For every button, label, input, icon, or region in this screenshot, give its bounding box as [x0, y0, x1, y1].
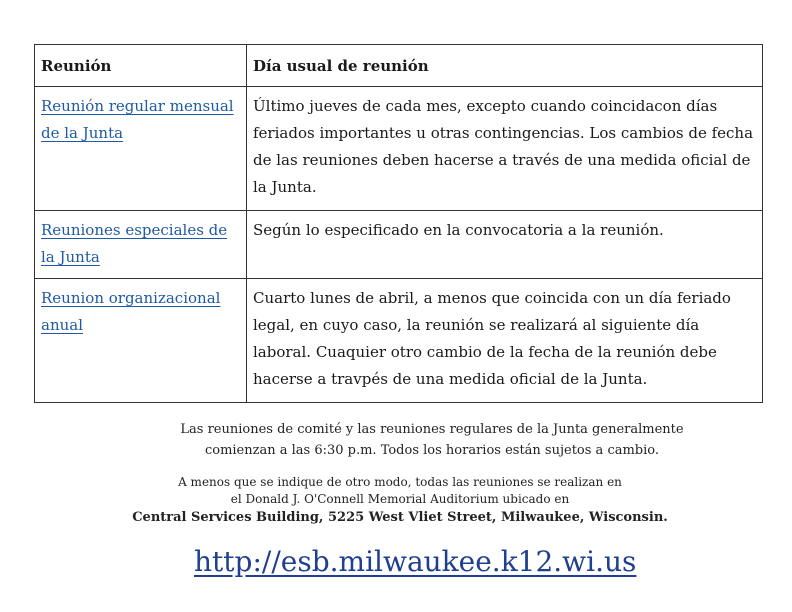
committee-note: [0, 419, 792, 461]
location-note: [0, 474, 792, 526]
day-cell: Según lo especificado en la convocatoria a la reunión.: [247, 211, 763, 279]
meeting-link[interactable]: Reunión regular mensual de la Junta: [41, 97, 234, 142]
table-row: [35, 211, 763, 279]
meeting-cell: [35, 279, 247, 403]
location-address: Central Services Building, 5225 West Vliet Street, Milwaukee, Wisconsin.: [132, 510, 668, 525]
header-usual-day: Día usual de reunión: [247, 45, 763, 87]
day-cell: Último jueves de cada mes, excepto cuando coincidacon días feriados importantes u otras contingencias. Los cambios de fecha de las reuniones deben hacerse a través de una medida oficial de la Junta.: [247, 87, 763, 211]
website-link[interactable]: http://esb.milwaukee.k12.wi.us: [194, 545, 637, 578]
meeting-link[interactable]: Reuniones especiales de la Junta: [41, 221, 228, 266]
meeting-link[interactable]: Reunion organizacional anual: [41, 289, 221, 334]
day-cell: Cuarto lunes de abril, a menos que coincida con un día feriado legal, en cuyo caso, la reunión se realizará al siguiente día laboral. Cuaquier otro cambio de la fecha de la reunión debe hacerse a travpés de una medida oficial de la Junta.: [247, 279, 763, 403]
table-row: [35, 279, 763, 403]
meeting-cell: [35, 211, 247, 279]
table-header-row: [35, 45, 763, 87]
meeting-cell: [35, 87, 247, 211]
meeting-schedule-table: [34, 44, 763, 403]
location-note-line1: A menos que se indique de otro modo, todas las reuniones se realizan en: [178, 475, 622, 489]
table-row: [35, 87, 763, 211]
committee-note-line1: Las reuniones de comité y las reuniones regulares de la Junta generalmente: [180, 422, 684, 437]
committee-note-line2: comienzan a las 6:30 p.m. Todos los horarios están sujetos a cambio.: [204, 443, 660, 458]
header-meeting: Reunión: [35, 45, 247, 87]
location-note-line2: el Donald J. O'Connell Memorial Auditorium ubicado en: [230, 492, 570, 506]
